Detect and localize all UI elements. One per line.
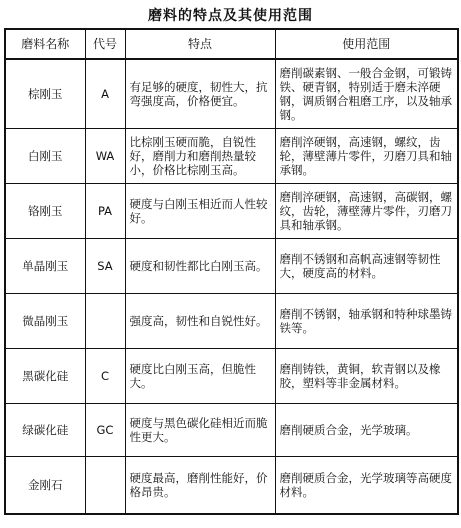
document-title: 磨料的特点及其使用范围 [148, 8, 313, 24]
table-row [5, 349, 458, 404]
table-row [5, 294, 458, 349]
abrasive-table [4, 28, 459, 515]
abrasive-name: 微晶刚玉 [5, 294, 85, 349]
abrasive-name: 绿碳化硅 [5, 404, 85, 457]
abrasive-code: PA [85, 184, 125, 239]
abrasive-usage: 磨削碳素钢、一般合金钢，可锻铸铁、硬青钢，特别适于磨未淬硬钢，调质钢合粗磨工序，以及轴承钢。 [275, 59, 458, 129]
abrasive-usage: 磨削不锈钢和高帆高速钢等韧性大，硬度高的材料。 [275, 239, 458, 294]
header-feature: 特点 [125, 29, 275, 59]
abrasive-code [85, 457, 125, 515]
header-code: 代号 [85, 29, 125, 59]
abrasive-feature: 有足够的硬度，韧性大，抗弯强度高，价格便宜。 [125, 59, 275, 129]
abrasive-code [85, 294, 125, 349]
table-header [5, 29, 458, 59]
abrasive-usage: 磨削淬硬钢，高速钢，高碳钢，螺纹，齿轮，薄壁薄片零件，刃磨刀具和轴承钢。 [275, 184, 458, 239]
table-row [5, 239, 458, 294]
abrasive-usage: 磨削淬硬钢，高速钢，螺纹，齿轮，薄壁薄片零件，刃磨刀具和轴承钢。 [275, 129, 458, 184]
abrasive-feature: 强度高，韧性和自锐性好。 [125, 294, 275, 349]
abrasive-code: GC [85, 404, 125, 457]
abrasive-feature: 硬度比白刚玉高，但脆性大。 [125, 349, 275, 404]
abrasive-feature: 比棕刚玉硬而脆，自锐性好，磨削力和磨削热量较小，价格比棕刚玉高。 [125, 129, 275, 184]
header-usage: 使用范围 [275, 29, 458, 59]
table-row [5, 129, 458, 184]
table-row [5, 59, 458, 129]
abrasive-code: C [85, 349, 125, 404]
abrasive-usage: 磨削不锈钢，轴承钢和特种球墨铸铁等。 [275, 294, 458, 349]
abrasive-name: 铬刚玉 [5, 184, 85, 239]
abrasive-name: 金刚石 [5, 457, 85, 515]
table-body [5, 59, 458, 514]
abrasive-feature: 硬度和韧性都比白刚玉高。 [125, 239, 275, 294]
abrasive-usage: 磨削硬质合金，光学玻璃等高硬度材料。 [275, 457, 458, 515]
abrasive-name: 黑碳化硅 [5, 349, 85, 404]
table-row [5, 184, 458, 239]
abrasive-code: A [85, 59, 125, 129]
abrasive-name: 白刚玉 [5, 129, 85, 184]
abrasive-name: 单晶刚玉 [5, 239, 85, 294]
abrasive-usage: 磨削铸铁，黄铜，软青钢以及橡胶，塑料等非金属材料。 [275, 349, 458, 404]
abrasive-name: 棕刚玉 [5, 59, 85, 129]
header-name: 磨料名称 [5, 29, 85, 59]
header-row [5, 29, 458, 59]
abrasive-usage: 磨削硬质合金，光学玻璃。 [275, 404, 458, 457]
abrasive-feature: 硬度与黑色碳化硅相近而脆性更大。 [125, 404, 275, 457]
abrasive-feature: 硬度与白刚玉相近而人性较好。 [125, 184, 275, 239]
abrasive-code: WA [85, 129, 125, 184]
table-row [5, 404, 458, 457]
abrasive-code: SA [85, 239, 125, 294]
abrasive-feature: 硬度最高，磨削性能好，价格昂贵。 [125, 457, 275, 515]
table-row [5, 457, 458, 515]
